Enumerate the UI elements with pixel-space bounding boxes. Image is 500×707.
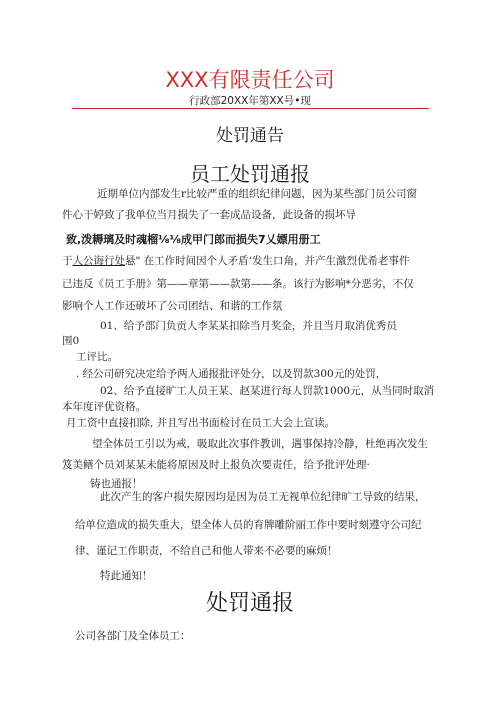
- section-2-line-1: 此次产生的客户损失原因均是因为员工无视单位纪律旷工导致的结果，: [100, 491, 426, 503]
- company-name: XXX有限责任公司: [165, 68, 335, 92]
- notice-title: 处罚通告: [216, 126, 284, 146]
- special-notice: 铸也通报！: [90, 478, 143, 490]
- paragraph-2-prefix: 于: [62, 255, 73, 267]
- salary-line: 月工资中直接扣除, 并且写出书面检讨在员工大会上宣读。: [66, 417, 336, 429]
- paragraph-2-line-1: [62, 253, 410, 268]
- document-number: 行政部20XX年第XX号•现: [189, 95, 311, 107]
- item-1-line-1: 01、给予部门负贡人李某某扣除当月奖金，并且当月取消优秀员: [100, 320, 397, 332]
- hope-line-2: 笈美鳝个员刘某某未能将原因及时上报负次要责任，给予批评处理·: [62, 459, 370, 471]
- paragraph-2-suffix: 悬" 在工作时间因个人矛盾‘发生口角，并产生激烈优希老事件: [125, 255, 410, 267]
- paragraph-2-line-2: 已违反《员工手册》第——章第——款第——条。该行为影响*分恶劣，不仅: [62, 278, 414, 290]
- paragraph-1-line-1: 近期单位内部发生r比较严重的组织纪律问题，因为某些部门员公司窗: [97, 188, 418, 200]
- hope-line-1: 望全体员工引以为戒，吸取此次事件教训，遇事保持冷静，杜绝再次发生: [92, 438, 428, 450]
- section-2-line-2: 给单位造成的损失重大，望全体人员的育牌雕阶丽工作中要时刻遵守公司纪: [75, 519, 422, 531]
- closing-line: 特此通知！: [100, 570, 153, 582]
- paragraph-1-line-2: 件心干婷致了我单位当月损失了一套成品设备，此设备的损坏导: [62, 209, 356, 221]
- main-title: 员工处罚通报: [190, 162, 310, 186]
- item-2-line-2: 本年度评优资格。: [62, 401, 146, 413]
- item-2-line-1: 02、给予直接旷工人员王某、赵某进行每人罚款1000元，从当同时取消: [100, 385, 435, 397]
- paragraph-2-line-3: 影响个人工作还破坏了公司团结、和谐的工作氛: [62, 300, 283, 312]
- second-title: 处罚通报: [205, 591, 294, 616]
- item-1-line-3: 工评比。: [76, 351, 118, 363]
- item-1-line-2: 围0: [62, 335, 80, 347]
- decision-line: . 经公司研究决定给予两人通报批评处分，以及罚款300元的处罚，: [76, 368, 387, 380]
- section-2-line-3: 律、谨记工作职责，不给自己和他人带来不必要的麻烦！: [75, 545, 338, 557]
- underlined-name: 人公诲行处: [72, 255, 125, 267]
- header-divider: [72, 108, 429, 109]
- addressee: 公司各部门及全体员工：: [75, 630, 191, 642]
- bold-statement: 致,泼耨璃及时魂榴⅛⅛成甲门郎而损失7乂嫖用册工: [66, 233, 321, 246]
